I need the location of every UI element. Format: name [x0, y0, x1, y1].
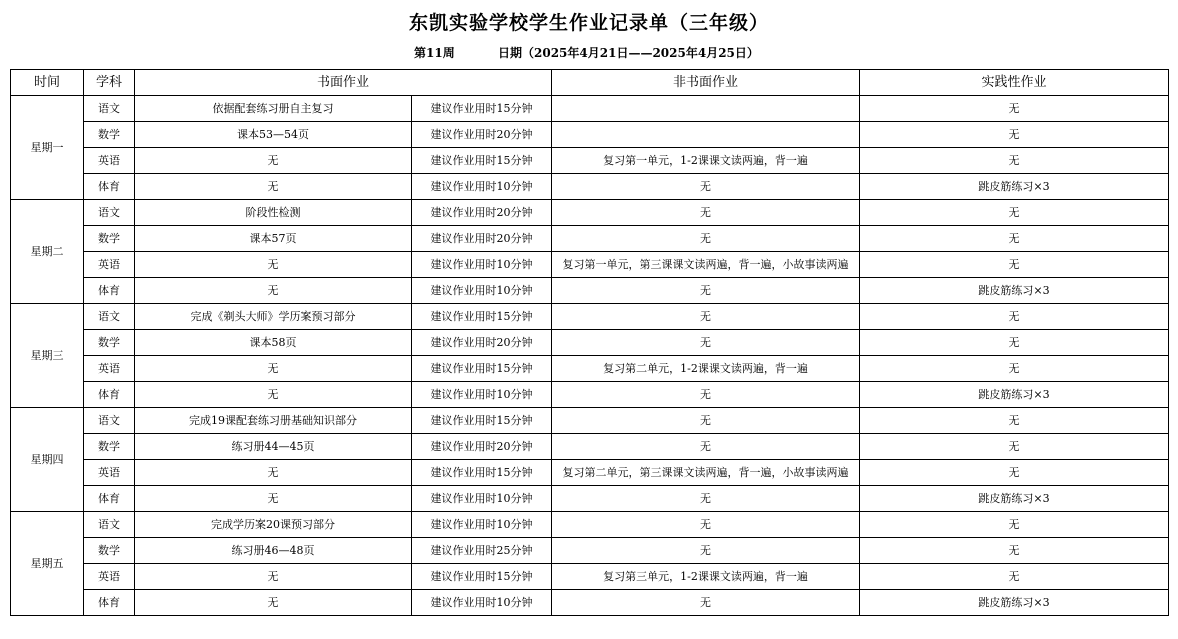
- practice-homework-cell: 无: [860, 460, 1169, 486]
- written-homework-cell: 完成学历案20课预习部分: [135, 512, 412, 538]
- table-row: [11, 512, 1169, 538]
- subject-cell: 数学: [84, 538, 135, 564]
- written-homework-cell: 练习册46—48页: [135, 538, 412, 564]
- suggested-time-cell: 建议作业用时20分钟: [412, 200, 552, 226]
- table-row: [11, 460, 1169, 486]
- suggested-time-cell: 建议作业用时10分钟: [412, 174, 552, 200]
- practice-homework-cell: 无: [860, 226, 1169, 252]
- oral-homework-cell: [552, 96, 860, 122]
- oral-homework-cell: [552, 122, 860, 148]
- oral-homework-cell: 无: [552, 382, 860, 408]
- written-homework-cell: 依据配套练习册自主复习: [135, 96, 412, 122]
- practice-homework-cell: 跳皮筋练习×3: [860, 278, 1169, 304]
- homework-table: [10, 69, 1169, 616]
- suggested-time-cell: 建议作业用时20分钟: [412, 434, 552, 460]
- subject-cell: 语文: [84, 200, 135, 226]
- subject-cell: 体育: [84, 486, 135, 512]
- written-homework-cell: 完成《剃头大师》学历案预习部分: [135, 304, 412, 330]
- subject-cell: 英语: [84, 252, 135, 278]
- written-homework-cell: 课本53—54页: [135, 122, 412, 148]
- oral-homework-cell: 无: [552, 538, 860, 564]
- suggested-time-cell: 建议作业用时15分钟: [412, 148, 552, 174]
- practice-homework-cell: 跳皮筋练习×3: [860, 590, 1169, 616]
- suggested-time-cell: 建议作业用时10分钟: [412, 382, 552, 408]
- day-cell: 星期四: [11, 408, 84, 512]
- oral-homework-cell: 无: [552, 174, 860, 200]
- suggested-time-cell: 建议作业用时10分钟: [412, 590, 552, 616]
- oral-homework-cell: 无: [552, 512, 860, 538]
- subject-cell: 数学: [84, 330, 135, 356]
- suggested-time-cell: 建议作业用时10分钟: [412, 486, 552, 512]
- suggested-time-cell: 建议作业用时15分钟: [412, 96, 552, 122]
- subject-cell: 体育: [84, 278, 135, 304]
- table-row: [11, 174, 1169, 200]
- subject-cell: 数学: [84, 434, 135, 460]
- table-row: [11, 356, 1169, 382]
- header-written: 书面作业: [135, 70, 552, 96]
- table-row: [11, 564, 1169, 590]
- written-homework-cell: 无: [135, 382, 412, 408]
- table-row: [11, 278, 1169, 304]
- written-homework-cell: 课本58页: [135, 330, 412, 356]
- written-homework-cell: 无: [135, 590, 412, 616]
- subject-cell: 数学: [84, 226, 135, 252]
- table-row: [11, 122, 1169, 148]
- table-row: [11, 590, 1169, 616]
- suggested-time-cell: 建议作业用时15分钟: [412, 408, 552, 434]
- oral-homework-cell: 无: [552, 434, 860, 460]
- written-homework-cell: 无: [135, 460, 412, 486]
- table-row: [11, 148, 1169, 174]
- written-homework-cell: 无: [135, 356, 412, 382]
- oral-homework-cell: 无: [552, 304, 860, 330]
- header-time: 时间: [11, 70, 84, 96]
- oral-homework-cell: 无: [552, 278, 860, 304]
- oral-homework-cell: 无: [552, 590, 860, 616]
- header-subject: 学科: [84, 70, 135, 96]
- written-homework-cell: 无: [135, 148, 412, 174]
- suggested-time-cell: 建议作业用时10分钟: [412, 512, 552, 538]
- date-range: 日期（2025年4月21日——2025年4月25日）: [498, 46, 759, 60]
- oral-homework-cell: 无: [552, 200, 860, 226]
- document-title: 东凯实验学校学生作业记录单（三年级）: [408, 12, 769, 34]
- practice-homework-cell: 跳皮筋练习×3: [860, 486, 1169, 512]
- table-row: [11, 96, 1169, 122]
- subject-cell: 语文: [84, 408, 135, 434]
- practice-homework-cell: 无: [860, 408, 1169, 434]
- subject-cell: 体育: [84, 382, 135, 408]
- table-row: [11, 252, 1169, 278]
- practice-homework-cell: 无: [860, 200, 1169, 226]
- subject-cell: 体育: [84, 590, 135, 616]
- suggested-time-cell: 建议作业用时20分钟: [412, 330, 552, 356]
- table-row: [11, 434, 1169, 460]
- written-homework-cell: 无: [135, 278, 412, 304]
- subject-cell: 数学: [84, 122, 135, 148]
- table-body: [11, 96, 1169, 616]
- subject-cell: 语文: [84, 512, 135, 538]
- header-oral: 非书面作业: [552, 70, 860, 96]
- oral-homework-cell: 复习第三单元，1-2课课文读两遍，背一遍: [552, 564, 860, 590]
- practice-homework-cell: 无: [860, 148, 1169, 174]
- practice-homework-cell: 无: [860, 304, 1169, 330]
- practice-homework-cell: 无: [860, 564, 1169, 590]
- day-cell: 星期二: [11, 200, 84, 304]
- table-row: [11, 330, 1169, 356]
- day-cell: 星期三: [11, 304, 84, 408]
- written-homework-cell: 完成19课配套练习册基础知识部分: [135, 408, 412, 434]
- written-homework-cell: 练习册44—45页: [135, 434, 412, 460]
- subject-cell: 语文: [84, 96, 135, 122]
- oral-homework-cell: 复习第二单元，1-2课课文读两遍，背一遍: [552, 356, 860, 382]
- table-row: [11, 200, 1169, 226]
- practice-homework-cell: 无: [860, 434, 1169, 460]
- practice-homework-cell: 无: [860, 538, 1169, 564]
- suggested-time-cell: 建议作业用时10分钟: [412, 278, 552, 304]
- practice-homework-cell: 无: [860, 122, 1169, 148]
- practice-homework-cell: 无: [860, 512, 1169, 538]
- suggested-time-cell: 建议作业用时15分钟: [412, 356, 552, 382]
- suggested-time-cell: 建议作业用时20分钟: [412, 122, 552, 148]
- practice-homework-cell: 跳皮筋练习×3: [860, 382, 1169, 408]
- written-homework-cell: 无: [135, 174, 412, 200]
- subject-cell: 体育: [84, 174, 135, 200]
- practice-homework-cell: 无: [860, 356, 1169, 382]
- suggested-time-cell: 建议作业用时20分钟: [412, 226, 552, 252]
- suggested-time-cell: 建议作业用时15分钟: [412, 460, 552, 486]
- practice-homework-cell: 无: [860, 96, 1169, 122]
- day-cell: 星期一: [11, 96, 84, 200]
- practice-homework-cell: 无: [860, 252, 1169, 278]
- table-row: [11, 538, 1169, 564]
- oral-homework-cell: 复习第二单元，第三课课文读两遍，背一遍，小故事读两遍: [552, 460, 860, 486]
- oral-homework-cell: 无: [552, 408, 860, 434]
- suggested-time-cell: 建议作业用时25分钟: [412, 538, 552, 564]
- week-label: 第11周: [414, 46, 455, 60]
- written-homework-cell: 课本57页: [135, 226, 412, 252]
- oral-homework-cell: 复习第一单元，第三课课文读两遍，背一遍，小故事读两遍: [552, 252, 860, 278]
- oral-homework-cell: 无: [552, 486, 860, 512]
- subject-cell: 英语: [84, 148, 135, 174]
- written-homework-cell: 无: [135, 564, 412, 590]
- subject-cell: 英语: [84, 460, 135, 486]
- oral-homework-cell: 复习第一单元，1-2课课文读两遍，背一遍: [552, 148, 860, 174]
- oral-homework-cell: 无: [552, 330, 860, 356]
- practice-homework-cell: 无: [860, 330, 1169, 356]
- subject-cell: 语文: [84, 304, 135, 330]
- suggested-time-cell: 建议作业用时15分钟: [412, 304, 552, 330]
- written-homework-cell: 无: [135, 252, 412, 278]
- header-row: [11, 70, 1169, 96]
- day-cell: 星期五: [11, 512, 84, 616]
- oral-homework-cell: 无: [552, 226, 860, 252]
- written-homework-cell: 阶段性检测: [135, 200, 412, 226]
- table-row: [11, 226, 1169, 252]
- written-homework-cell: 无: [135, 486, 412, 512]
- table-row: [11, 486, 1169, 512]
- table-row: [11, 408, 1169, 434]
- subject-cell: 英语: [84, 564, 135, 590]
- header-practice: 实践性作业: [860, 70, 1169, 96]
- practice-homework-cell: 跳皮筋练习×3: [860, 174, 1169, 200]
- suggested-time-cell: 建议作业用时15分钟: [412, 564, 552, 590]
- table-row: [11, 382, 1169, 408]
- subject-cell: 英语: [84, 356, 135, 382]
- suggested-time-cell: 建议作业用时10分钟: [412, 252, 552, 278]
- table-row: [11, 304, 1169, 330]
